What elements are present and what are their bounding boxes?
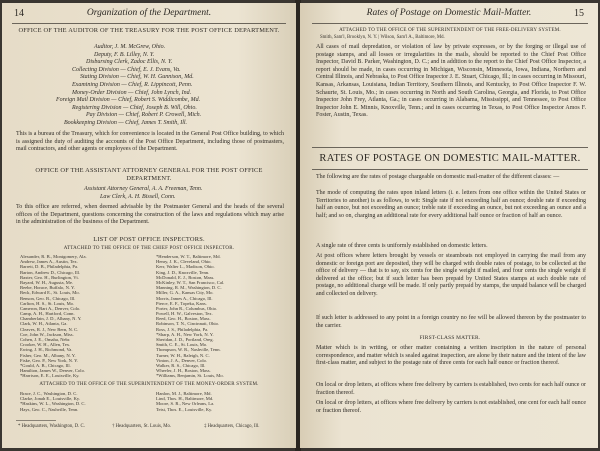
- attached-free-delivery-heading: ATTACHED TO THE OFFICE OF THE SUPERINTENDENT OF THE FREE-DELIVERY SYSTEM.: [339, 28, 561, 33]
- inspector-entry: *Gould, A. B., Chicago, Ill.: [20, 362, 71, 368]
- rates-paragraph-1: The mode of computing the rates upon inland letters (i. e. letters from one office within the United States or Territories to another) is as follows, to wit: Single rate if not exceeding half an ounce; double rate if exceeding half an ounce, but not exceeding an ounce; treble rate if exceeding an ounce, but not exceeding an ounce and a half; and so on, charging an additional rate for every additional half ounce or fraction of half an ounce.: [316, 190, 586, 219]
- right-page: [300, 3, 598, 448]
- attached-chief-heading: ATTACHED TO THE OFFICE OF THE CHIEF POST OFFICE INSPECTOR.: [63, 246, 235, 251]
- running-head: Rates of Postage on Domestic Mail-Matter.: [366, 8, 532, 18]
- inspector-entry: Cleaves, R. J., New Bern, N. C.: [20, 326, 79, 332]
- inspector-entry: Thompson, W. R., Nashville, Tenn.: [156, 347, 221, 353]
- money-order-inspector-entry: Teist, Thos. E., Louisville, Ky.: [156, 406, 213, 412]
- auditor-staff-line: Disbursing Clerk, Zadoc Ellis, N. Y.: [86, 59, 173, 66]
- inspector-entry: Sheridan, J. D., Portland, Oreg.: [156, 337, 214, 342]
- inspector-entry: Cameron, Bart A., Denver, Colo.: [20, 305, 81, 311]
- footnote-1: * Headquarters, Washington, D. C.: [18, 424, 85, 429]
- inspector-entry: Coe, John W., Jackson, Miss.: [20, 331, 74, 337]
- inspector-entry: Alexander, R. B., Montgomery, Ala.: [20, 254, 87, 259]
- auditor-staff-line: Registering Division — Chief, Joseph B. Will, Ohio.: [72, 104, 197, 111]
- inspector-entry: Turner, W. H., Raleigh, N. C.: [156, 352, 210, 358]
- inspector-entry: Barrett, D. B., Philadelphia, Pa.: [20, 264, 79, 270]
- inspector-entry: Smith, C. E., St. Louis, Mo.: [156, 342, 208, 348]
- rates-paragraph-4: If such letter is addressed to any point in a foreign country no fee will be allowed thereon by the postmaster to the carrier.: [316, 315, 586, 329]
- money-order-column-1: [20, 391, 86, 412]
- auditor-staff-line: Stating Division — Chief, W. H. Gunnison, Md.: [80, 74, 194, 81]
- rates-paragraph-2: A single rate of three cents is uniformly established on domestic letters.: [316, 243, 488, 249]
- inspector-entry: Henry, J. K., Cleveland, Ohio.: [156, 259, 212, 265]
- left-page: [2, 3, 296, 448]
- inspector-entry: *Henderson, W. T., Baltimore, Md.: [156, 254, 221, 259]
- money-order-inspector-entry: Hays, Geo. C., Nashville, Tenn.: [20, 406, 79, 412]
- money-order-inspector-entry: Brace, J. C., Washington, D. C.: [20, 391, 78, 396]
- inspector-entry: McKinley, W. T., San Francisco, Cal.: [156, 279, 225, 285]
- auditor-staff-line: Examining Division — Chief, R. Lippincott, Penn.: [72, 82, 193, 88]
- inspector-entry: Fiske, Geo. P., New York, N. Y.: [20, 357, 78, 363]
- auditor-staff-line: Deputy, F. B. Lilley, N. Y.: [94, 51, 155, 58]
- footnote-rule: [16, 420, 56, 421]
- inspector-entry: Powell, H. W., Galveston, Tex.: [156, 311, 213, 317]
- auditor-staff-line: Bookkeeping Division — Chief, James T. Smith, Ill.: [64, 120, 188, 126]
- inspector-entry: Crooker, W. H., Allen, Tex.: [20, 342, 71, 348]
- rates-intro: The following are the rates of postage chargeable on domestic mail-matter of the different classes: —: [316, 174, 560, 180]
- inspector-entry: Baxter, Geo. H., Burlington, Vt.: [20, 274, 79, 280]
- inspector-entry: McDonald, E. J., Boston, Mass.: [156, 274, 215, 280]
- footnote-3: ‡ Headquarters, Chicago, Ill.: [204, 424, 260, 429]
- inspector-entry: Benson, Geo. B., Chicago, Ill.: [20, 295, 76, 301]
- first-class-heading: FIRST-CLASS MATTER.: [419, 335, 481, 341]
- attorney-staff-2: Law Clerk, A. H. Bissell, Conn.: [100, 194, 176, 200]
- inspector-entry: Carlton, H. S., St. Louis, Mo.: [20, 300, 75, 306]
- inspector-entry: Beebe, Horace, Buffalo, N. Y.: [20, 285, 75, 291]
- inspectors-column-1: [20, 254, 87, 379]
- section-rule-bottom: [312, 169, 588, 170]
- depredation-paragraph: All cases of mail depredation, or violation of law by private expresses, or by the forging or illegal use of postage stamps, and all losses or irregularities in the mails, should be reported to the Chief Post Office Inspector, David B. Parker, Washington, D. C.; and in addition to the report to the Chief Post Office Inspector, a report should be made, in cases occurring in Michigan, Wisconsin, Minnesota, Iowa, Indiana, Northern and Central Illinois, and Nebraska, to Post Office Inspector J. E. Stuart, Chicago, Ill.; in cases occurring in Missouri, Kansas, Arkansas, Louisiana, Indian Territory, Southern Illinois, and Kentucky, to Post Office Inspector F. W. Schaurte, St. Louis, Mo.; in cases occurring in North and South Carolina, Georgia, and Florida, to Post Office Inspector John Frey, Atlanta, Ga.; in cases occurring in Alabama, Mississippi, and Tennessee, to Post Office Inspector John E. Minnis, Knoxville, Tenn.; and in cases occurring in Texas, to Post Office Inspector Amos F. Foster, Austin, Texas.: [316, 44, 586, 119]
- auditor-staff-line: Collecting Division — Chief, E. J. Evans, Va.: [72, 66, 181, 73]
- inspector-entry: Porter, John R., Columbus, Ohio.: [156, 305, 218, 311]
- money-order-inspector-entry: Clarke, Jonah E., Louisville, Ky.: [20, 396, 81, 402]
- money-order-inspector-entry: Moore, S. R., New Orleans, La.: [156, 401, 215, 407]
- auditor-heading: OFFICE OF THE AUDITOR OF THE TREASURY FOR THE POST OFFICE DEPARTMENT.: [18, 27, 280, 34]
- attorney-staff-1: Assistant Attorney General, A. A. Freeman, Tenn.: [84, 186, 203, 192]
- attorney-heading: OFFICE OF THE ASSISTANT ATTORNEY GENERAL FOR THE POST OFFICE DEPARTMENT.: [35, 167, 263, 182]
- free-delivery-names: Smith, Sam'l, Brooklyn, N. Y. | Wilson, Sam'l A., Baltimore, Md.: [320, 35, 445, 40]
- first-class-paragraph-2: On local or drop letters, at offices where free delivery by carriers is established, two cents for each half ounce or fraction thereof.: [316, 382, 586, 396]
- inspector-entry: Morris, James A., Chicago, Ill.: [156, 295, 213, 301]
- page-number: 15: [574, 8, 584, 19]
- inspector-entry: Pierce, E. F., Topeka, Kans.: [156, 300, 207, 306]
- running-head: Organization of the Department.: [86, 8, 212, 18]
- inspector-entry: Walker, R. S., Chicago, Ill.: [156, 362, 206, 368]
- rates-paragraph-3: At post offices where letters brought by vessels or steamboats not employed in carrying the mail from any domestic or foreign port are deposited, they will be charged with double rates of postage, to be collected at the office of delivery — that is to say, six cents for the single weight if mailed, and four cents the single weight if delivered at the office; but if such letter has been prepaid by United States stamps at such double rate of postage, no additional charge will be made. If only partly prepaid by stamps, the unpaid balance will be charged and collected on delivery.: [316, 253, 586, 297]
- inspector-entry: *Williams, Benjamin, St. Louis, Mo.: [156, 373, 224, 379]
- page-number: 14: [14, 8, 24, 19]
- money-order-inspector-entry: Lind, Thos. H., Baltimore, Md.: [156, 396, 214, 402]
- auditor-staff-line: Pay Division — Chief, Robert P. Crowell, Mich.: [86, 112, 202, 119]
- footnote-2: † Headquarters, St. Louis, Mo.: [112, 424, 172, 429]
- inspector-entry: *Sharp, A. H., New York, N. Y.: [156, 331, 214, 337]
- auditor-description: This is a bureau of the Treasury, which for convenience is located in the General Post Office building, to which is assigned the duty of auditing the accounts of the Post Office Department, including those of postmasters, mail contractors, and other agents or employees of the Department.: [16, 131, 284, 153]
- money-order-inspector-entry: *Haskins, W. L., Washington, D. C.: [20, 401, 86, 407]
- inspector-entry: Camp, A. H., Hartford, Conn.: [20, 311, 75, 317]
- left-page-header: [2, 8, 296, 22]
- inspector-entry: Ross, J. S., Philadelphia, Pa.: [156, 326, 209, 332]
- money-order-column-2: [156, 391, 214, 412]
- inspectors-column-2: [156, 254, 224, 379]
- inspector-entry: Reed, Geo. H., Boston, Mass.: [156, 316, 211, 322]
- inspector-entry: Barton, Andrew D., Chicago, Ill.: [20, 269, 81, 275]
- header-rule: [312, 23, 588, 24]
- inspector-entry: Clark, W. H., Atlanta, Ga.: [20, 321, 68, 327]
- first-class-paragraph-1: Matter which is in writing, or other matter containing a written inscription in the nature of personal correspondence, and matter which is sealed against inspection, are alone by their nature and the intent of the law first-class matter, and subject to the postage rate of three cents for each half ounce or fraction thereof.: [316, 345, 586, 367]
- inspector-entry: King, J. D., Knoxville, Tenn.: [156, 269, 210, 275]
- inspector-entry: Ewing, J. H., Richmond, Va.: [20, 347, 73, 353]
- money-order-inspector-entry: Hanlon, M. J., Baltimore, Md.: [156, 391, 212, 396]
- inspectors-heading: LIST OF POST OFFICE INSPECTORS.: [93, 236, 205, 243]
- inspector-entry: Vinton, J. A., Denver, Colo.: [156, 357, 208, 363]
- inspector-entry: Hamilton, James W., Denver, Colo.: [20, 368, 86, 374]
- auditor-staff-line: Foreign Mail Division — Chief, Robert S. Widdicombe, Md.: [56, 97, 201, 104]
- right-page-header: [300, 8, 598, 22]
- inspector-entry: Bayard, W. H., Augusta, Me.: [20, 279, 74, 285]
- inspector-entry: Cohen, J. E., Omaha, Nebr.: [20, 337, 71, 342]
- rates-heading: RATES OF POSTAGE ON DOMESTIC MAIL-MATTER.: [319, 153, 581, 164]
- inspector-entry: Andrew, James A., Austin, Tex.: [20, 259, 78, 265]
- inspector-entry: *Harrison, E. E., Louisville, Ky.: [20, 373, 80, 379]
- first-class-paragraph-3: On local or drop letters, at offices where free delivery by carriers is not established, one cent for each half ounce or fraction thereof.: [316, 400, 586, 414]
- inspector-entry: Manning, R. M., Washington, D. C.: [156, 285, 222, 291]
- inspector-entry: Kerr, Walter L., Madison, Ohio.: [156, 264, 215, 270]
- attached-money-order-heading: ATTACHED TO THE OFFICE OF THE SUPERINTENDENT OF THE MONEY-ORDER SYSTEM.: [39, 382, 259, 387]
- inspector-entry: Beck, Edward E., St. Louis, Mo.: [20, 290, 80, 296]
- header-rule: [12, 23, 286, 24]
- inspector-entry: Chamberlain, J. D., Albany, N. Y.: [20, 316, 82, 322]
- section-rule-top: [312, 147, 588, 148]
- auditor-staff-line: Auditor, J. M. McGrew, Ohio.: [94, 44, 166, 50]
- auditor-staff-line: Money-Order Division — Chief, John Lynch, Ind.: [72, 89, 192, 96]
- inspector-entry: Miller, G. A., Kansas City, Mo.: [156, 290, 214, 296]
- inspector-entry: Fisher, Geo. M., Albany, N. Y.: [20, 352, 76, 358]
- inspector-entry: Wheeler, J. H., Boston, Mass.: [156, 368, 211, 374]
- inspector-entry: Robinson, T. N., Cincinnati, Ohio.: [156, 321, 220, 327]
- attorney-description: To this office are referred, when deemed advisable by the Postmaster General and the heads of the several offices of the Department, questions concerning the construction of the laws and regulations which may arise in the administration of the business of the Department.: [16, 204, 284, 226]
